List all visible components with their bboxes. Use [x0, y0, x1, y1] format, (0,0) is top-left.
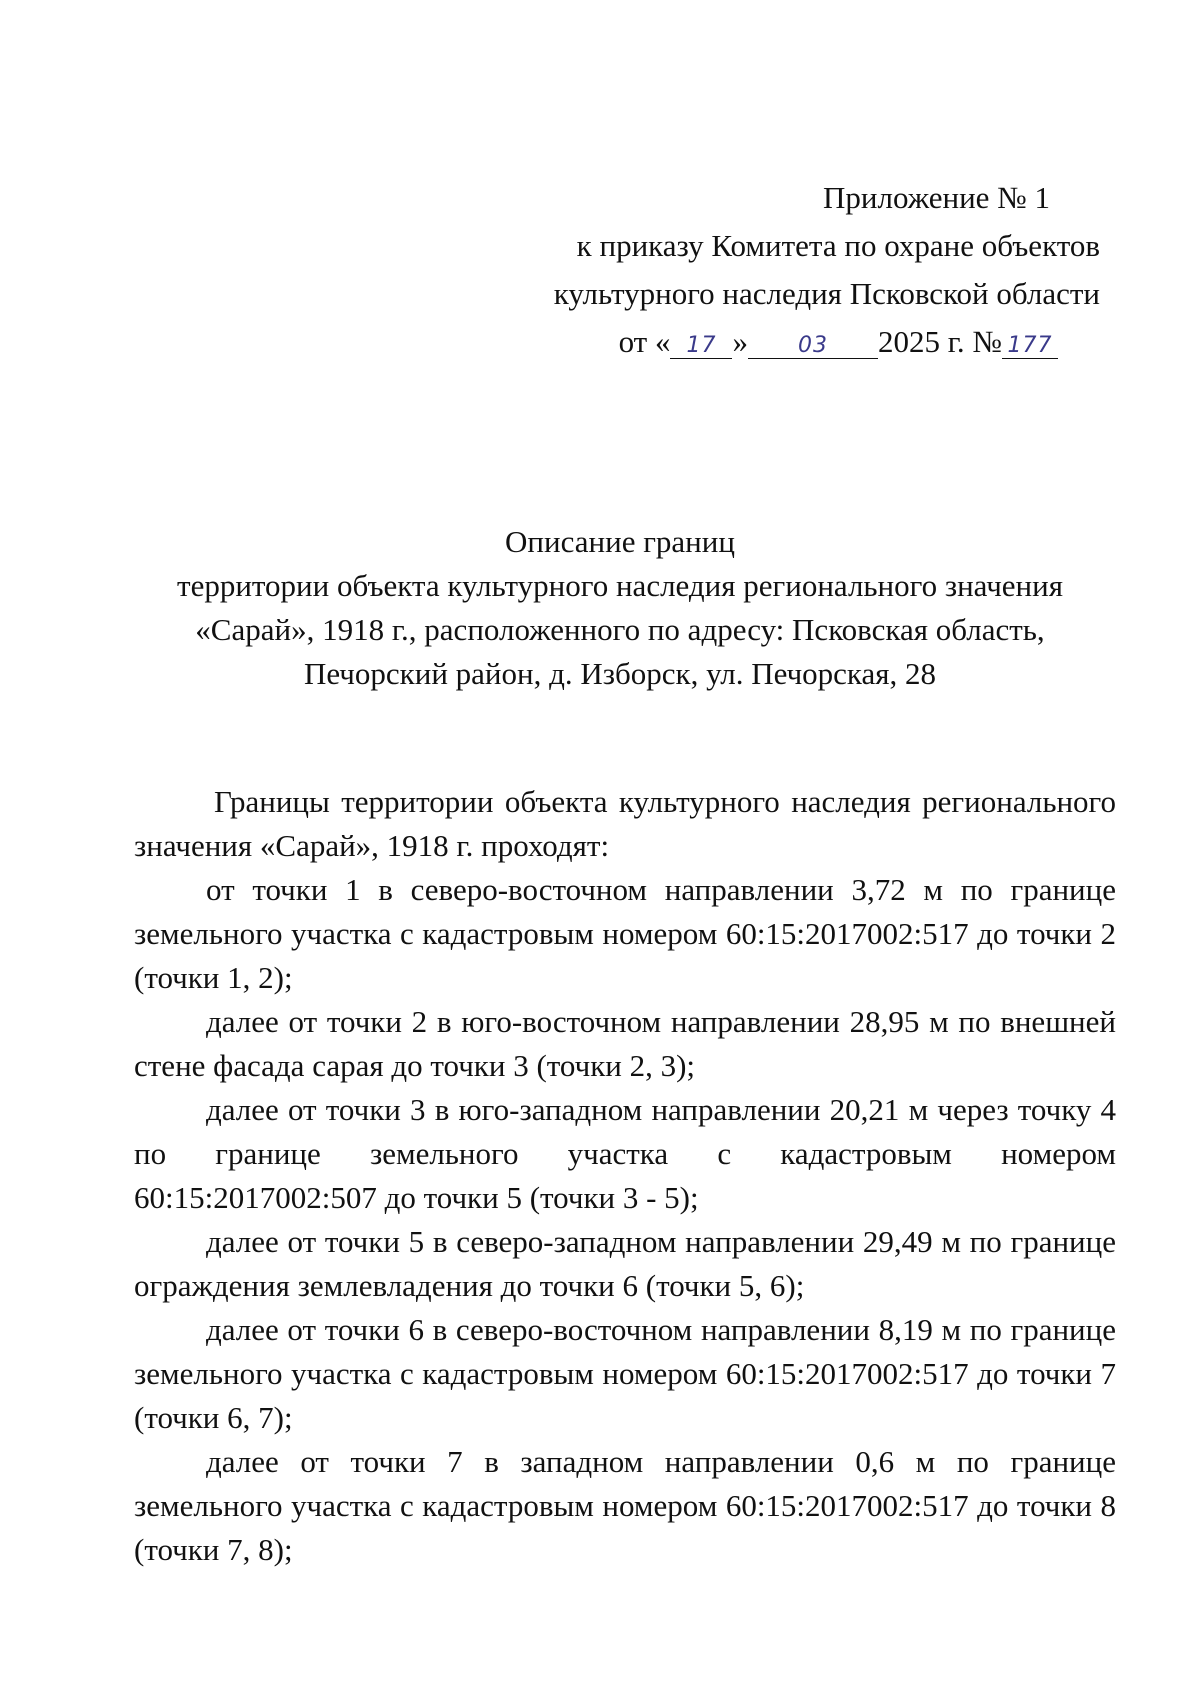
body-intro-paragraph: Границы территории объекта культурного наследия регионального значения «Сарай», 1918 г. проходят:	[134, 784, 1116, 863]
body-segment-paragraph: далее от точки 6 в северо-восточном направлении 8,19 м по границе земельного участка с кадастровым номером 60:15:2017002:517 до точки 7 (точки 6, 7);	[134, 1312, 1116, 1435]
description-line-address: Печорский район, д. Изборск, ул. Печорская, 28	[303, 656, 937, 691]
appendix-title: Приложение № 1	[823, 180, 1050, 215]
date-month-field	[748, 324, 878, 359]
description-line-territory: территории объекта культурного наследия регионального значения	[177, 568, 1063, 603]
appendix-header	[540, 174, 1100, 366]
date-day-field	[670, 324, 732, 359]
date-year-label: 2025 г. №	[877, 324, 1002, 359]
appendix-line-region: культурного наследия Псковской области	[553, 276, 1100, 311]
date-month-handwritten: 03	[797, 333, 828, 358]
description-line-object: «Сарай», 1918 г., расположенного по адресу: Псковская область,	[195, 612, 1045, 647]
date-prefix: от «	[618, 324, 671, 359]
order-number-field	[1002, 324, 1058, 359]
body-segment-paragraph: далее от точки 2 в юго-восточном направлении 28,95 м по внешней стене фасада сарая до точки 3 (точки 2, 3);	[134, 1004, 1116, 1083]
appendix-date-line	[540, 318, 1100, 366]
body-segment-paragraph: от точки 1 в северо-восточном направлении 3,72 м по границе земельного участка с кадастровым номером 60:15:2017002:517 до точки 2 (точки 1, 2);	[134, 872, 1116, 995]
body-segment-paragraph: далее от точки 7 в западном направлении 0,6 м по границе земельного участка с кадастровым номером 60:15:2017002:517 до точки 8 (точки 7, 8);	[134, 1444, 1116, 1567]
body-segment-paragraph: далее от точки 3 в юго-западном направлении 20,21 м через точку 4 по границе земельного участка с кадастровым номером 60:15:2017002:507 до точки 5 (точки 3 - 5);	[134, 1092, 1116, 1215]
date-mid: »	[732, 324, 748, 359]
order-number-handwritten: 177	[1007, 333, 1053, 358]
date-day-handwritten: 17	[686, 333, 717, 358]
description-title	[120, 520, 1120, 696]
body-segment-paragraph: далее от точки 5 в северо-западном направлении 29,49 м по границе ограждения землевладения до точки 6 (точки 5, 6);	[134, 1224, 1116, 1303]
boundary-description-body	[134, 780, 1116, 1572]
appendix-line-order: к приказу Комитета по охране объектов	[576, 228, 1100, 263]
description-heading: Описание границ	[505, 524, 735, 559]
